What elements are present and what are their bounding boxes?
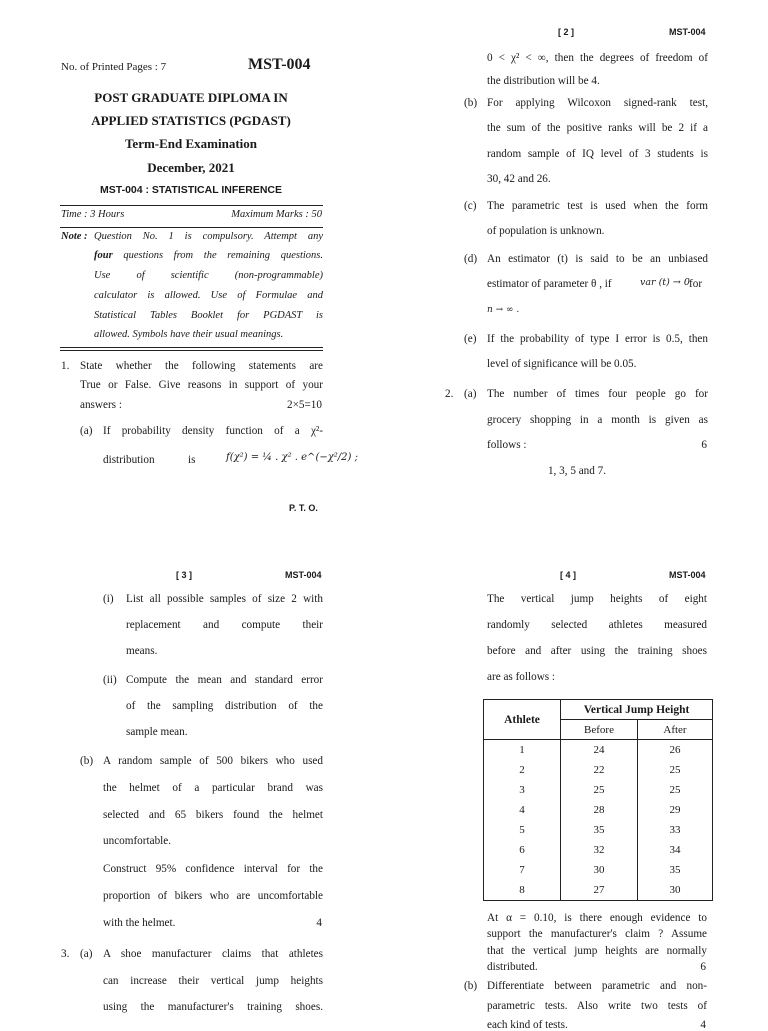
athlete-cell: 4: [484, 800, 561, 820]
athlete-cell: 6: [484, 840, 561, 860]
q1-line-2: True or False. Give reasons in support of your: [80, 379, 323, 391]
before-cell: 22: [561, 760, 638, 780]
q2a-i-line-3: means.: [126, 645, 158, 657]
max-marks: Maximum Marks : 50: [231, 209, 322, 220]
q1a-label: (a): [80, 425, 93, 437]
header-rule-bottom-1: [60, 347, 323, 348]
q1b-line-4: 30, 42 and 26.: [487, 173, 551, 185]
after-cell: 34: [638, 840, 713, 860]
q2b-line-5: Construct 95% confidence interval for the: [103, 863, 323, 875]
page-3: [0, 512, 384, 1024]
table-row: [484, 800, 713, 820]
q1a-continued-line-1: 0 < χ² < ∞, then the degrees of freedom of: [487, 52, 708, 64]
col-vertical-jump-height: Vertical Jump Height: [561, 700, 713, 720]
q3b-line-2: parametric tests. Also write two tests of: [487, 1000, 707, 1012]
q1-number: 1.: [61, 360, 70, 372]
after-cell: 35: [638, 860, 713, 880]
table-row: [484, 860, 713, 880]
q2a-i-line-2: replacement and compute their: [126, 619, 323, 631]
before-cell: 24: [561, 740, 638, 761]
q1a-continued-line-2: the distribution will be 4.: [487, 75, 600, 87]
q2b-line-2: the helmet of a particular brand was: [103, 782, 323, 794]
q1a-line-1: If probability density function of a χ²-: [103, 425, 323, 437]
q1d-line-1: An estimator (t) is said to be an unbiased: [487, 253, 708, 265]
page-number: [ 3 ]: [176, 570, 193, 580]
q1d-line-2c: for: [689, 278, 703, 290]
q2b-label: (b): [80, 755, 94, 767]
title-line-1: POST GRADUATE DIPLOMA IN: [94, 90, 288, 105]
athlete-cell: 7: [484, 860, 561, 880]
before-cell: 35: [561, 820, 638, 840]
q2a-line-2: grocery shopping in a month is given as: [487, 414, 708, 426]
q2a-marks: 6: [701, 439, 707, 451]
table-row: [484, 840, 713, 860]
athlete-cell: 2: [484, 760, 561, 780]
table-body: [484, 740, 713, 901]
before-cell: 27: [561, 880, 638, 901]
paper-code: MST-004: [248, 56, 311, 73]
q3a-line-3: using the manufacturer's training shoes.: [103, 1001, 323, 1013]
q1c-line-1: The parametric test is used when the form: [487, 200, 708, 212]
q2a-label: (a): [464, 388, 477, 400]
q2a-ii-line-1: Compute the mean and standard error: [126, 674, 323, 686]
q3a-intro-line-4: are as follows :: [487, 671, 556, 683]
q2a-line-1: The number of times four people go for: [487, 388, 708, 400]
page-code: MST-004: [669, 570, 706, 580]
q1e-line-1: If the probability of type I error is 0.5, then: [487, 333, 708, 345]
q3b-label: (b): [464, 980, 478, 992]
header-rule-mid: [60, 227, 323, 228]
athlete-cell: 5: [484, 820, 561, 840]
page-number: [ 4 ]: [560, 570, 577, 580]
page-2: [384, 0, 768, 512]
note-line-6: allowed. Symbols have their usual meanings.: [94, 329, 284, 340]
after-cell: 33: [638, 820, 713, 840]
q2a-line-3: follows :: [487, 439, 527, 451]
exam-name: Term-End Examination: [124, 136, 258, 151]
table-row: [484, 820, 713, 840]
q1a-formula: f(χ²) = ¼ . χ² . e^(−χ²/2) ;: [226, 452, 358, 463]
q2a-i-label: (i): [103, 593, 114, 605]
q3-number: 3.: [61, 948, 70, 960]
q3a-after-line-1: At α = 0.10, is there enough evidence to: [487, 912, 707, 924]
page-number: [ 2 ]: [558, 27, 575, 37]
col-athlete: Athlete: [484, 700, 561, 740]
q3b-line-1: Differentiate between parametric and non-: [487, 980, 707, 992]
after-cell: 29: [638, 800, 713, 820]
page-code: MST-004: [285, 570, 322, 580]
q1a-is: is: [188, 454, 196, 466]
q2b-line-3: selected and 65 bikers found the helmet: [103, 809, 323, 821]
q2b-line-7: with the helmet.: [103, 917, 176, 929]
header-rule-bottom-2: [60, 350, 323, 351]
q3a-after-line-3: that the vertical jump heights are normally: [487, 945, 707, 957]
title-line-2: APPLIED STATISTICS (PGDAST): [91, 113, 291, 128]
athlete-cell: 3: [484, 780, 561, 800]
before-cell: 28: [561, 800, 638, 820]
header-rule-top: [60, 205, 323, 206]
athlete-cell: 1: [484, 740, 561, 761]
note-line-2-rest: questions from the remaining questions.: [123, 250, 324, 261]
q3a-label: (a): [80, 948, 93, 960]
q1d-label: (d): [464, 253, 478, 265]
q1e-label: (e): [464, 333, 477, 345]
before-cell: 30: [561, 860, 638, 880]
q1d-line-2a: estimator of parameter θ , if: [487, 278, 612, 290]
after-cell: 30: [638, 880, 713, 901]
q2b-line-4: uncomfortable.: [103, 835, 172, 847]
q1b-line-2: the sum of the positive ranks will be 2 if a: [487, 122, 708, 134]
note-line-5: Statistical Tables Booklet for PGDAST is: [94, 310, 323, 321]
q3a-line-1: A shoe manufacturer claims that athletes: [103, 948, 323, 960]
after-cell: 25: [638, 760, 713, 780]
q1-line-1: State whether the following statements are: [80, 360, 323, 372]
q1-line-3: answers :: [80, 399, 122, 411]
after-cell: 25: [638, 780, 713, 800]
q2a-ii-line-3: sample mean.: [126, 726, 188, 738]
table-row: [484, 880, 713, 901]
q1-marks: 2×5=10: [287, 399, 322, 411]
q1d-line-3: n → ∞ .: [487, 305, 520, 315]
q3a-intro-line-3: before and after using the training shoes: [487, 645, 707, 657]
q1c-label: (c): [464, 200, 477, 212]
exam-date: December, 2021: [147, 160, 235, 175]
printed-pages: No. of Printed Pages : 7: [61, 61, 167, 73]
q3a-intro-line-1: The vertical jump heights of eight: [487, 593, 707, 605]
q1b-line-1: For applying Wilcoxon signed-rank test,: [487, 97, 708, 109]
page-code: MST-004: [669, 27, 706, 37]
after-cell: 26: [638, 740, 713, 761]
q1a-line-2: distribution: [103, 454, 155, 466]
note-four: four: [94, 250, 113, 261]
table-row: [484, 760, 713, 780]
q1c-line-2: of population is unknown.: [487, 225, 605, 237]
vertical-jump-table: [483, 699, 713, 901]
q1e-line-2: level of significance will be 0.05.: [487, 358, 637, 370]
before-cell: 32: [561, 840, 638, 860]
q3a-after-line-2: support the manufacturer's claim ? Assume: [487, 928, 707, 940]
q1b-label: (b): [464, 97, 478, 109]
course-title: MST-004 : STATISTICAL INFERENCE: [99, 184, 283, 196]
page-1: [0, 0, 384, 512]
q2-number: 2.: [445, 388, 454, 400]
q2a-ii-label: (ii): [103, 674, 117, 686]
q3a-after-line-4: distributed.: [487, 961, 538, 973]
q3b-line-3: each kind of tests.: [487, 1019, 568, 1031]
q2a-ii-line-2: of the sampling distribution of the: [126, 700, 323, 712]
q2b-line-1: A random sample of 500 bikers who used: [103, 755, 323, 767]
pto: P. T. O.: [289, 503, 318, 513]
q3a-line-2: can increase their vertical jump heights: [103, 975, 323, 987]
q3b-marks: 4: [700, 1019, 706, 1031]
q2b-line-6: proportion of bikers who are uncomfortable: [103, 890, 323, 902]
time-label: Time : 3 Hours: [61, 209, 125, 220]
q2a-i-line-1: List all possible samples of size 2 with: [126, 593, 323, 605]
col-after: After: [638, 720, 713, 740]
note-label: Note :: [61, 231, 88, 242]
table-row: [484, 740, 713, 761]
page-4: [384, 512, 768, 1031]
note-line-3: Use of scientific (non-programmable): [94, 270, 323, 281]
q1d-var-expression: var (t) → 0: [640, 277, 690, 288]
note-line-2: [94, 250, 323, 261]
col-before: Before: [561, 720, 638, 740]
q2a-values: 1, 3, 5 and 7.: [547, 465, 607, 477]
q2b-marks: 4: [316, 917, 322, 929]
athlete-cell: 8: [484, 880, 561, 901]
table-row: [484, 780, 713, 800]
note-line-4: calculator is allowed. Use of Formulae and: [94, 290, 323, 301]
note-line-1: Question No. 1 is compulsory. Attempt any: [94, 231, 323, 242]
before-cell: 25: [561, 780, 638, 800]
q3a-intro-line-2: randomly selected athletes measured: [487, 619, 707, 631]
q3a-marks: 6: [700, 961, 706, 973]
q1b-line-3: random sample of IQ level of 3 students is: [487, 148, 708, 160]
